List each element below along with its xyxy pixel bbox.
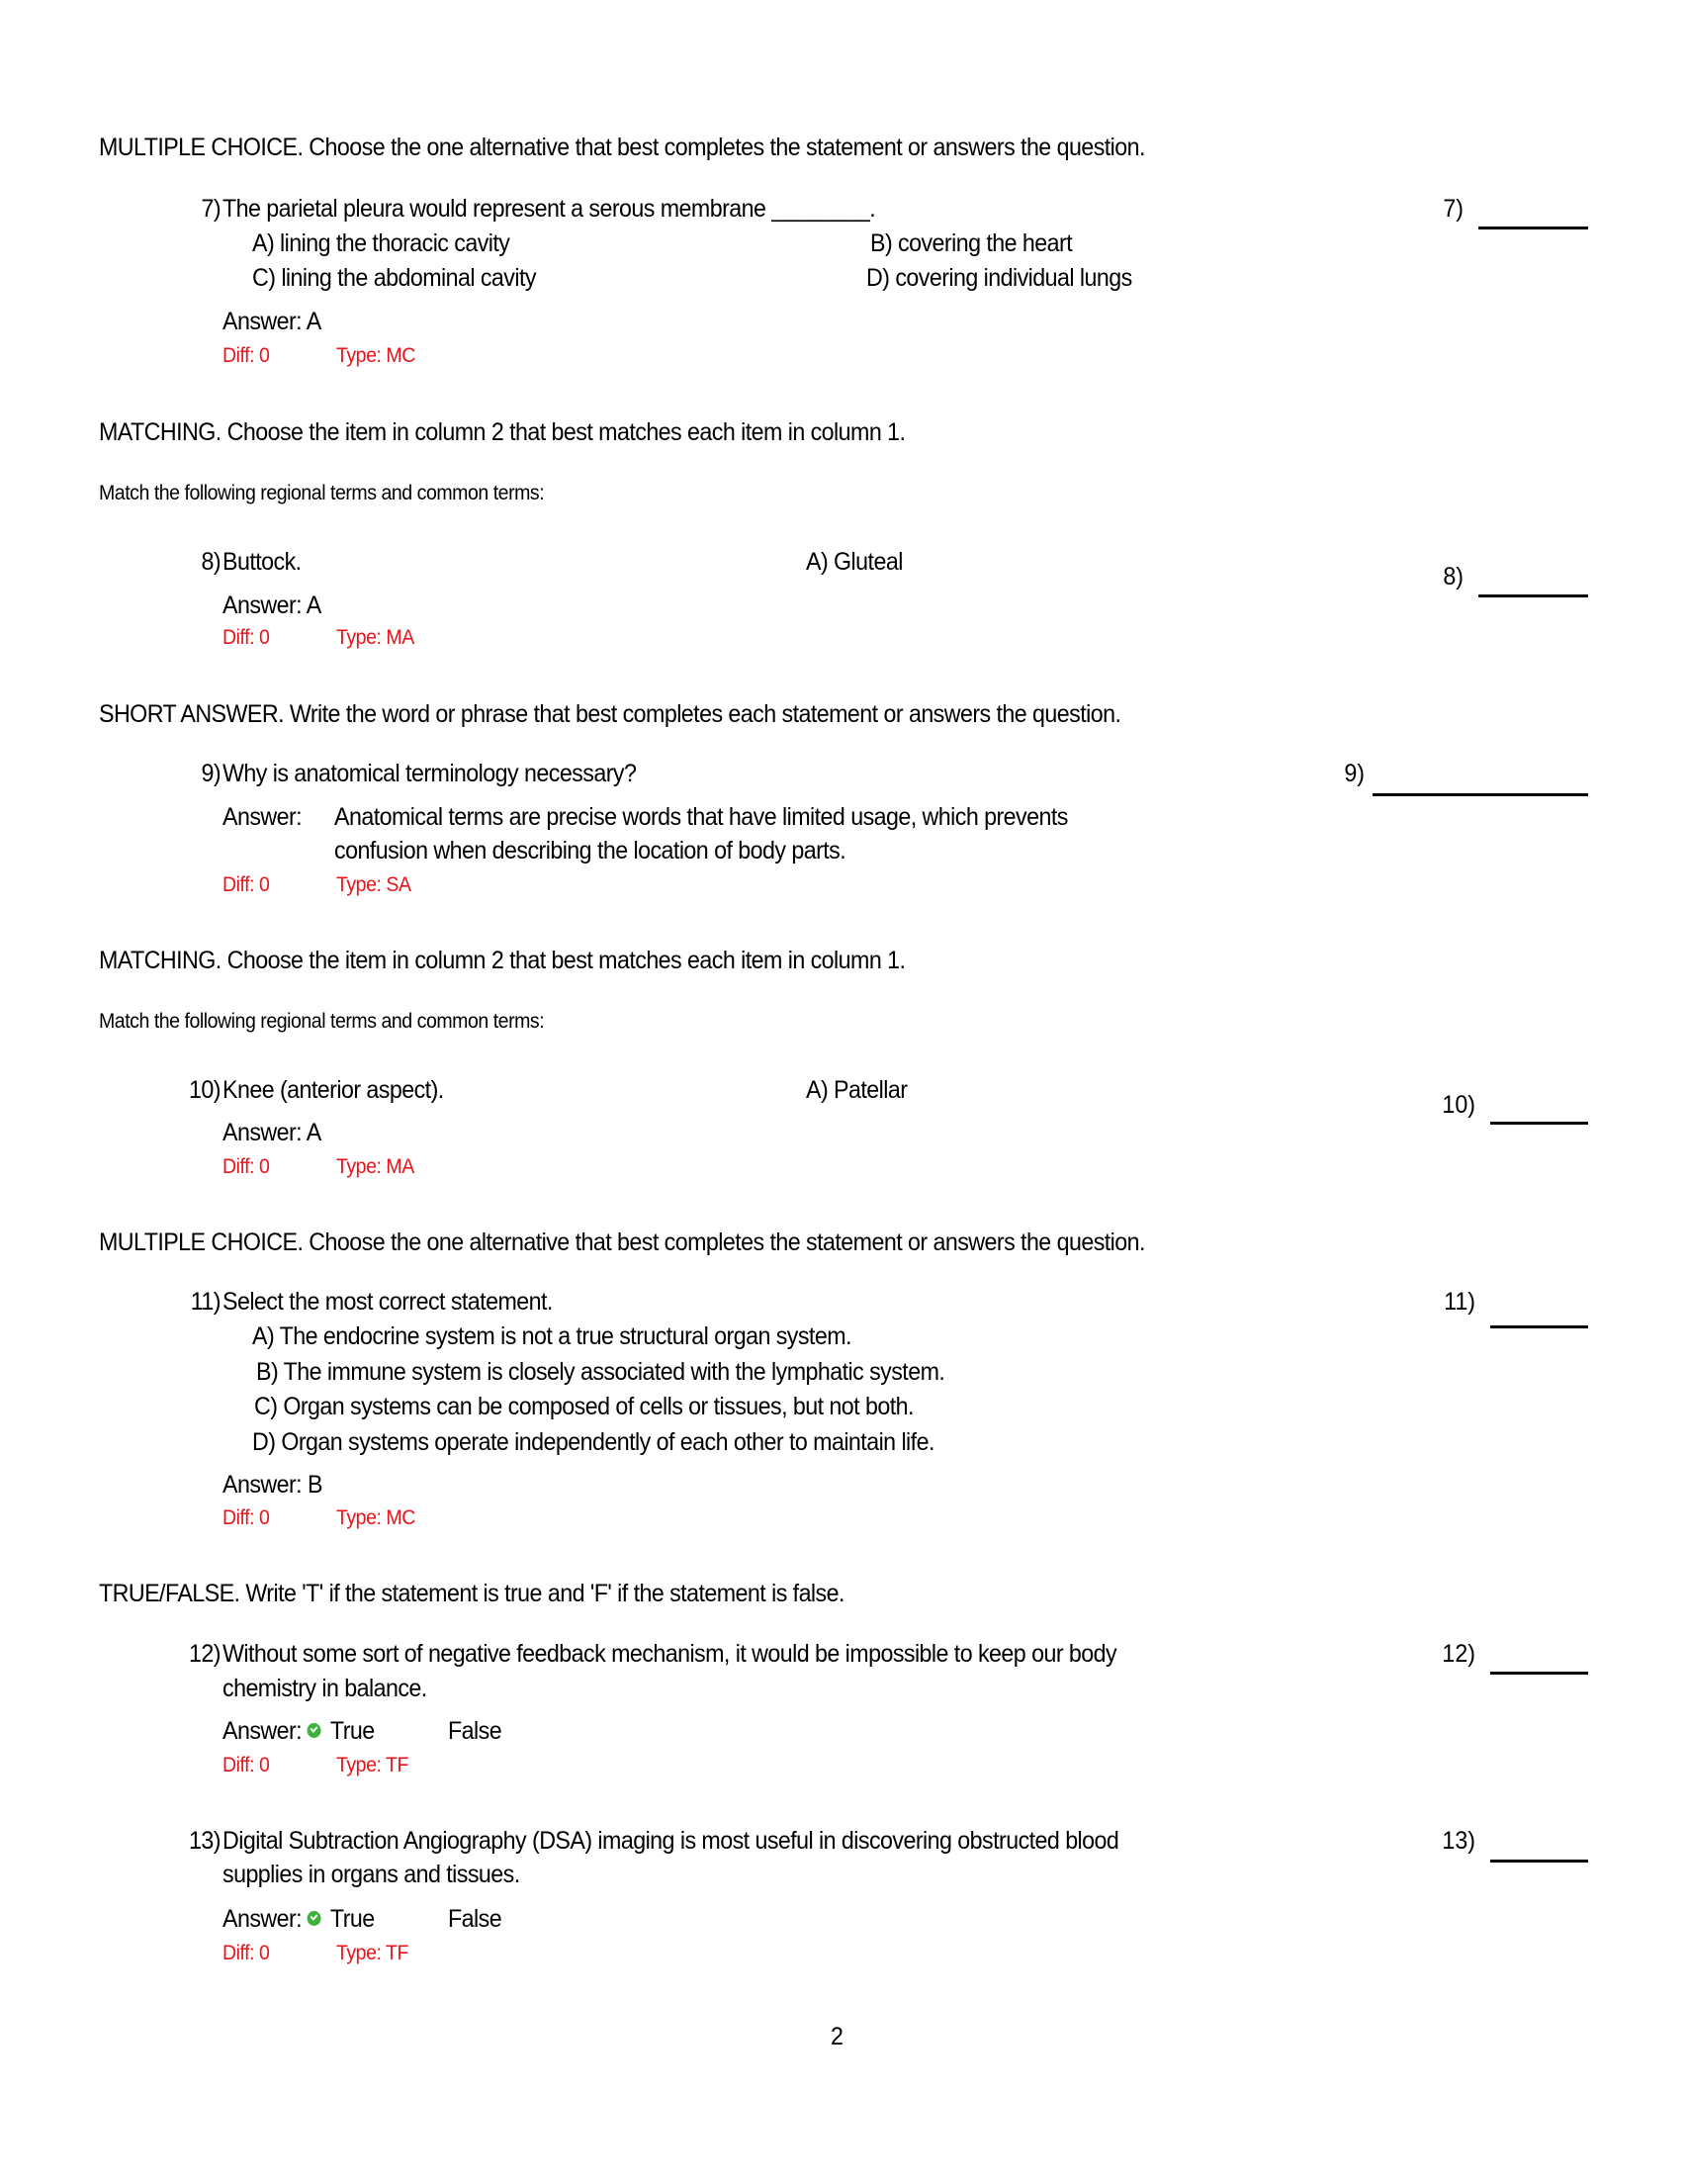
type-label: Type: TF bbox=[336, 1942, 408, 1964]
difficulty-label: Diff: 0 bbox=[222, 873, 270, 896]
answer-label: Answer: bbox=[222, 1717, 303, 1745]
matching-instruction: Match the following regional terms and common terms: bbox=[99, 1010, 545, 1033]
answer-line bbox=[222, 1716, 501, 1746]
option-a: A) The endocrine system is not a true structural organ system. bbox=[252, 1322, 851, 1350]
question-number: 13) bbox=[189, 1827, 221, 1855]
answer-blank-line bbox=[1490, 1325, 1588, 1328]
page-number: 2 bbox=[831, 2023, 844, 2050]
answer-blank-line bbox=[1478, 594, 1588, 597]
section-heading-multiple-choice: MULTIPLE CHOICE. Choose the one alternative that best completes the statement or answers the question. bbox=[99, 1228, 1145, 1256]
question-text-line-2: supplies in organs and tissues. bbox=[222, 1861, 520, 1888]
section-heading-matching: MATCHING. Choose the item in column 2 that best matches each item in column 1. bbox=[99, 947, 906, 974]
question-number: 9) bbox=[201, 760, 221, 787]
right-question-label: 13) bbox=[1442, 1827, 1475, 1855]
answer-value: B bbox=[307, 1471, 322, 1499]
right-question-label: 8) bbox=[1443, 563, 1464, 591]
match-option: A) Gluteal bbox=[806, 548, 903, 576]
difficulty-label: Diff: 0 bbox=[222, 344, 270, 367]
question-number: 7) bbox=[201, 195, 221, 223]
answer-blank-line bbox=[1490, 1672, 1588, 1675]
answer-label: Answer: bbox=[222, 1119, 303, 1146]
question-text: Select the most correct statement. bbox=[222, 1288, 553, 1316]
right-question-label: 9) bbox=[1344, 760, 1365, 787]
type-label: Type: MC bbox=[336, 344, 415, 367]
match-option: A) Patellar bbox=[806, 1076, 908, 1104]
section-heading-matching: MATCHING. Choose the item in column 2 that best matches each item in column 1. bbox=[99, 418, 906, 446]
right-question-label: 7) bbox=[1443, 195, 1464, 223]
question-text-line-1: Digital Subtraction Angiography (DSA) imaging is most useful in discovering obstructed blood bbox=[222, 1827, 1119, 1855]
answer-label: Answer: bbox=[222, 308, 303, 335]
answer-text-line-1: Anatomical terms are precise words that have limited usage, which prevents bbox=[334, 803, 1068, 831]
true-option: True bbox=[329, 1717, 375, 1745]
type-label: Type: MA bbox=[336, 626, 414, 649]
question-number: 12) bbox=[189, 1640, 221, 1668]
answer-blank-line bbox=[1490, 1122, 1588, 1125]
option-c: C) lining the abdominal cavity bbox=[252, 264, 536, 292]
false-option: False bbox=[448, 1905, 502, 1933]
answer-line bbox=[222, 591, 321, 620]
section-heading-short-answer: SHORT ANSWER. Write the word or phrase that best completes each statement or answers the question. bbox=[99, 700, 1121, 728]
type-label: Type: MA bbox=[336, 1155, 414, 1178]
answer-label: Answer: bbox=[222, 1905, 303, 1933]
question-text: The parietal pleura would represent a serous membrane ________. bbox=[222, 195, 876, 223]
answer-value: A bbox=[306, 592, 321, 619]
answer-line bbox=[222, 1118, 321, 1147]
question-text: Knee (anterior aspect). bbox=[222, 1076, 444, 1104]
question-number: 10) bbox=[189, 1076, 221, 1104]
option-b: B) The immune system is closely associated with the lymphatic system. bbox=[256, 1358, 945, 1386]
section-heading-multiple-choice: MULTIPLE CHOICE. Choose the one alternative that best completes the statement or answers the question. bbox=[99, 134, 1145, 161]
answer-value: A bbox=[306, 308, 321, 335]
option-a: A) lining the thoracic cavity bbox=[252, 229, 510, 257]
option-c: C) Organ systems can be composed of cells or tissues, but not both. bbox=[254, 1393, 914, 1420]
answer-blank-line bbox=[1478, 227, 1588, 229]
question-number: 8) bbox=[201, 548, 221, 576]
true-option: True bbox=[329, 1905, 375, 1933]
question-number: 11) bbox=[190, 1288, 221, 1316]
question-text-line-2: chemistry in balance. bbox=[222, 1675, 427, 1702]
difficulty-label: Diff: 0 bbox=[222, 1754, 270, 1776]
answer-text-line-2: confusion when describing the location of body parts. bbox=[334, 837, 846, 864]
check-icon bbox=[308, 1911, 321, 1926]
right-question-label: 10) bbox=[1442, 1091, 1475, 1119]
answer-blank-line bbox=[1490, 1860, 1588, 1863]
answer-label: Answer: bbox=[222, 1471, 303, 1499]
difficulty-label: Diff: 0 bbox=[222, 1942, 270, 1964]
question-text: Buttock. bbox=[222, 548, 302, 576]
answer-blank-line bbox=[1373, 793, 1588, 796]
type-label: Type: TF bbox=[336, 1754, 408, 1776]
type-label: Type: MC bbox=[336, 1506, 415, 1529]
difficulty-label: Diff: 0 bbox=[222, 1155, 270, 1178]
difficulty-label: Diff: 0 bbox=[222, 626, 270, 649]
answer-value: A bbox=[306, 1119, 321, 1146]
option-b: B) covering the heart bbox=[870, 229, 1073, 257]
option-d: D) Organ systems operate independently of each other to maintain life. bbox=[252, 1428, 934, 1456]
answer-line bbox=[222, 307, 321, 336]
option-d: D) covering individual lungs bbox=[866, 264, 1132, 292]
question-text-line-1: Without some sort of negative feedback mechanism, it would be impossible to keep our body bbox=[222, 1640, 1117, 1668]
answer-label: Answer: bbox=[222, 592, 303, 619]
question-text: Why is anatomical terminology necessary? bbox=[222, 760, 637, 787]
matching-instruction: Match the following regional terms and common terms: bbox=[99, 482, 545, 504]
false-option: False bbox=[448, 1717, 502, 1745]
difficulty-label: Diff: 0 bbox=[222, 1506, 270, 1529]
type-label: Type: SA bbox=[336, 873, 411, 896]
answer-label: Answer: bbox=[222, 803, 303, 831]
answer-line bbox=[222, 1904, 501, 1934]
right-question-label: 12) bbox=[1442, 1640, 1475, 1668]
right-question-label: 11) bbox=[1444, 1288, 1475, 1316]
section-heading-true-false: TRUE/FALSE. Write 'T' if the statement is true and 'F' if the statement is false. bbox=[99, 1580, 844, 1607]
check-icon bbox=[308, 1723, 321, 1738]
answer-line bbox=[222, 1470, 322, 1500]
